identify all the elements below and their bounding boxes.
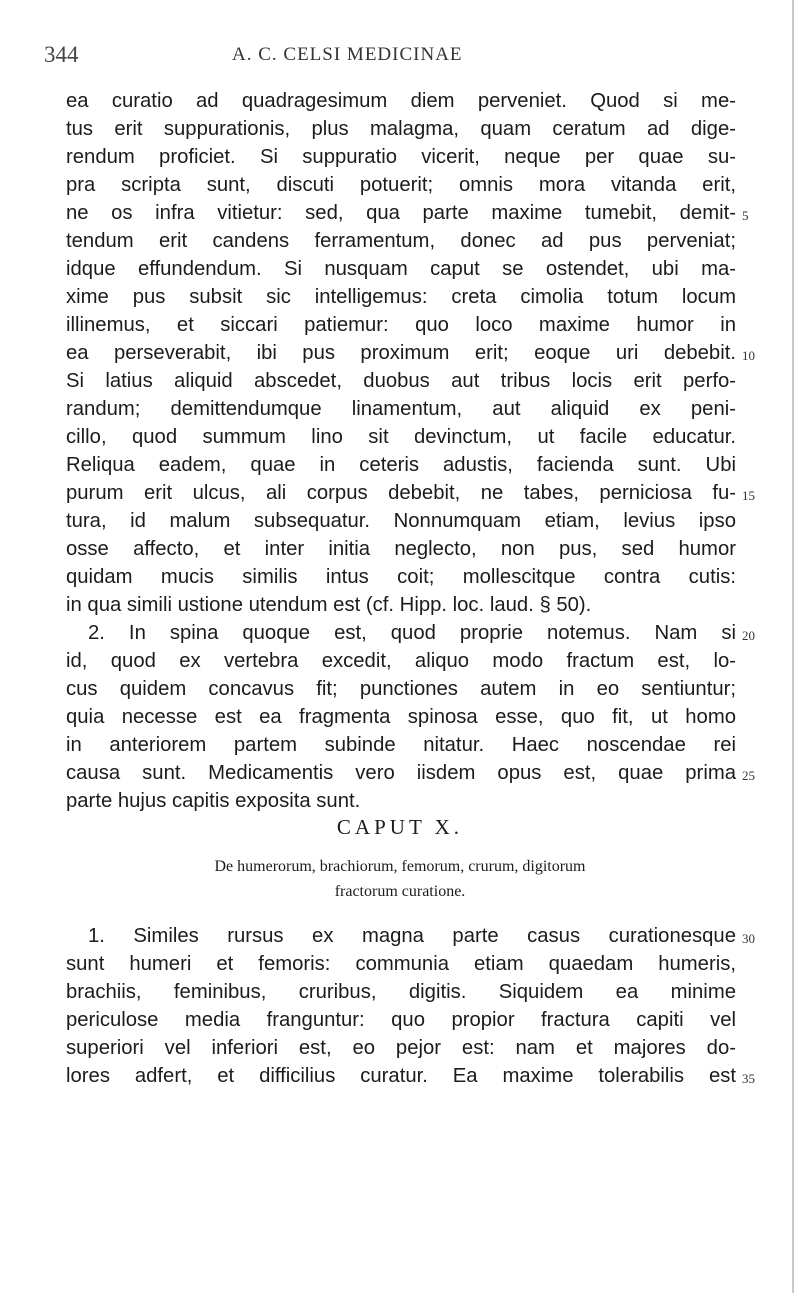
margin-line-number: 15 [742,488,755,503]
text-line: illinemus, et siccari patiemur: quo loco maxime humor in [66,314,736,336]
text-line: sunt humeri et femoris: communia etiam quaedam humeris, [66,953,736,975]
text-line: ea perseverabit, ibi pus proximum erit; eoque uri debebit. [66,342,736,364]
margin-line-number: 5 [742,208,749,223]
margin-line-number: 20 [742,628,755,643]
text-line: brachiis, feminibus, cruribus, digitis. Siquidem ea minime [66,981,736,1003]
text-line: in qua simili ustione utendum est (cf. Hipp. loc. laud. § 50). [66,594,592,616]
text-line: rendum proficiet. Si suppuratio vicerit, neque per quae su- [66,146,736,168]
text-line: periculose media franguntur: quo propior fractura capiti vel [66,1009,736,1031]
text-line: causa sunt. Medicamentis vero iisdem opus est, quae prima [66,762,736,784]
margin-line-number: 25 [742,768,755,783]
text-line: 2. In spina quoque est, quod proprie notemus. Nam si [88,622,736,644]
text-line: osse affecto, et inter initia neglecto, non pus, sed humor [66,538,736,560]
text-line: pra scripta sunt, discuti potuerit; omnis mora vitanda erit, [66,174,736,196]
text-line: xime pus subsit sic intelligemus: creta cimolia totum locum [66,286,736,308]
text-line: in anteriorem partem subinde nitatur. Haec noscendae rei [66,734,736,756]
text-line: Reliqua eadem, quae in ceteris adustis, facienda sunt. Ubi [66,454,736,476]
text-line: randum; demittendumque linamentum, aut aliquid ex peni- [66,398,736,420]
text-line: 1. Similes rursus ex magna parte casus curationesque [88,925,736,947]
text-line: superiori vel inferiori est, eo pejor est: nam et majores do- [66,1037,736,1059]
page-edge [792,0,794,1293]
text-line: tendum erit candens ferramentum, donec ad pus perveniat; [66,230,736,252]
text-line: idque effundendum. Si nusquam caput se ostendet, ubi ma- [66,258,736,280]
chapter-title: CAPUT X. [336,815,464,839]
text-line: cus quidem concavus fit; punctiones autem in eo sentiuntur; [66,678,736,700]
margin-line-number: 35 [742,1071,755,1086]
text-line: quidam mucis similis intus coit; mollescitque contra cutis: [66,566,736,588]
text-line: tura, id malum subsequatur. Nonnumquam etiam, levius ipso [66,510,736,532]
text-line: parte hujus capitis exposita sunt. [66,790,361,812]
text-line: purum erit ulcus, ali corpus debebit, ne tabes, perniciosa fu- [66,482,736,504]
page-number: 344 [44,42,79,67]
running-head: A. C. CELSI MEDICINAE [232,44,463,65]
text-line: tus erit suppurationis, plus malagma, quam ceratum ad dige- [66,118,736,140]
chapter-subtitle: fractorum curatione. [334,883,466,900]
text-line: ne os infra vitietur: sed, qua parte maxime tumebit, demit- [66,202,736,224]
text-line: lores adfert, et difficilius curatur. Ea maxime tolerabilis est [66,1065,736,1087]
text-line: cillo, quod summum lino sit devinctum, ut facile educatur. [66,426,736,448]
text-line: id, quod ex vertebra excedit, aliquo modo fractum est, lo- [66,650,736,672]
margin-line-number: 10 [742,348,755,363]
text-line: Si latius aliquid abscedet, duobus aut tribus locis erit perfo- [66,370,736,392]
chapter-subtitle: De humerorum, brachiorum, femorum, crurum, digitorum [214,858,586,875]
text-line: ea curatio ad quadragesimum diem perveniet. Quod si me- [66,90,736,112]
text-line: quia necesse est ea fragmenta spinosa esse, quo fit, ut homo [66,706,736,728]
margin-line-number: 30 [742,931,755,946]
